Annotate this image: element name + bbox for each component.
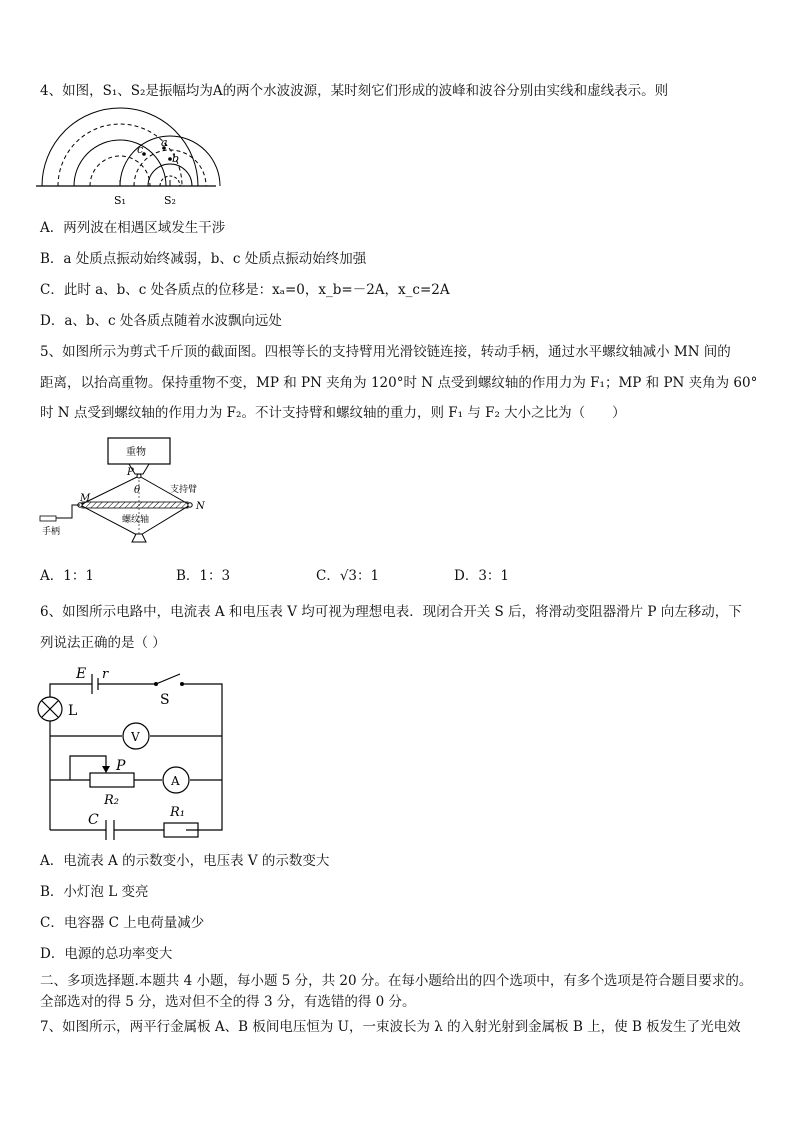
section2-intro-line1: 二、多项选择题.本题共 4 小题，每小题 5 分，共 20 分。在每小题给出的四个选项中，有多个选项是符合题目要求的。 — [40, 973, 753, 989]
q5-option-a: A．1：1 — [40, 568, 94, 584]
q6-label-r2: R₂ — [104, 793, 119, 808]
section2-intro-line2: 全部选对的得 5 分，选对但不全的得 3 分，有选错的得 0 分。 — [40, 994, 416, 1010]
q6-option-c: C．电容器 C 上电荷量减少 — [40, 915, 205, 931]
q5-option-c: C．√3：1 — [316, 568, 380, 584]
q6-label-v: V — [131, 730, 140, 744]
q5-option-d: D．3：1 — [454, 568, 510, 584]
q5-label-screw: 螺纹轴 — [122, 515, 150, 525]
q5-label-arm: 支持臂 — [170, 485, 198, 495]
q5-label-n: N — [196, 501, 205, 512]
q5-label-handle: 手柄 — [42, 527, 61, 537]
q6-label-r1: R₁ — [170, 805, 185, 820]
q6-label-c: C — [88, 812, 99, 828]
q5-stem-line3: 时 N 点受到螺纹轴的作用力为 F₂。不计支持臂和螺纹轴的重力，则 F₁ 与 F₂ 大小之比为（ ） — [40, 405, 626, 421]
q4-label-s2: S₂ — [164, 194, 176, 207]
q6-label-s: S — [160, 692, 170, 708]
q4-label-s1: S₁ — [114, 194, 126, 207]
q4-label-a: a — [161, 136, 168, 149]
q6-circuit-figure — [36, 664, 236, 844]
q4-stem: 4、如图，S₁、S₂是振幅均为A的两个水波波源，某时刻它们形成的波峰和波谷分别由实线和虚线表示。则 — [40, 83, 669, 99]
q6-option-d: D．电源的总功率变大 — [40, 946, 173, 962]
q6-stem-line1: 6、如图所示电路中，电流表 A 和电压表 V 均可视为理想电表．现闭合开关 S 后，将滑动变阻器滑片 P 向左移动，下 — [40, 604, 742, 620]
q4-option-c: C．此时 a、b、c 处各质点的位移是：xₐ=0，x_b=－2A，x_c=2A — [40, 282, 450, 298]
q5-stem-line2: 距离，以抬高重物。保持重物不变，MP 和 PN 夹角为 120°时 N 点受到螺纹轴的作用力为 F₁；MP 和 PN 夹角为 60° — [40, 375, 758, 391]
q4-option-a: A．两列波在相遇区域发生干涉 — [40, 220, 226, 236]
q6-label-r: r — [102, 667, 109, 682]
q4-option-b: B．a 处质点振动始终减弱，b、c 处质点振动始终加强 — [40, 251, 367, 267]
q6-label-a: A — [171, 774, 180, 788]
q5-label-weight: 重物 — [126, 447, 146, 458]
q6-option-a: A．电流表 A 的示数变小，电压表 V 的示数变大 — [40, 853, 330, 869]
q4-label-c: c — [137, 143, 144, 156]
q5-label-m: M — [80, 493, 91, 504]
q6-option-b: B．小灯泡 L 变亮 — [40, 884, 149, 900]
q5-jack-figure — [40, 434, 220, 554]
q4-wave-figure — [36, 108, 216, 208]
q5-stem-line1: 5、如图所示为剪式千斤顶的截面图。四根等长的支持臂用光滑铰链连接，转动手柄，通过水平螺纹轴减小 MN 间的 — [40, 344, 731, 360]
q5-option-b: B．1：3 — [176, 568, 231, 584]
q6-label-e: E — [76, 666, 87, 682]
q7-stem-line1: 7、如图所示，两平行金属板 A、B 板间电压恒为 U，一束波长为 λ 的入射光射到金属板 B 上，使 B 板发生了光电效 — [40, 1019, 741, 1035]
q6-label-l: L — [68, 703, 78, 719]
q5-label-theta: θ — [134, 485, 141, 496]
q6-stem-line2: 列说法正确的是（ ） — [40, 635, 166, 651]
q6-label-p: P — [116, 758, 126, 774]
q5-label-p: P — [127, 467, 134, 478]
q4-label-b: b — [172, 152, 180, 165]
q4-option-d: D．a、b、c 处各质点随着水波飘向远处 — [40, 313, 282, 329]
